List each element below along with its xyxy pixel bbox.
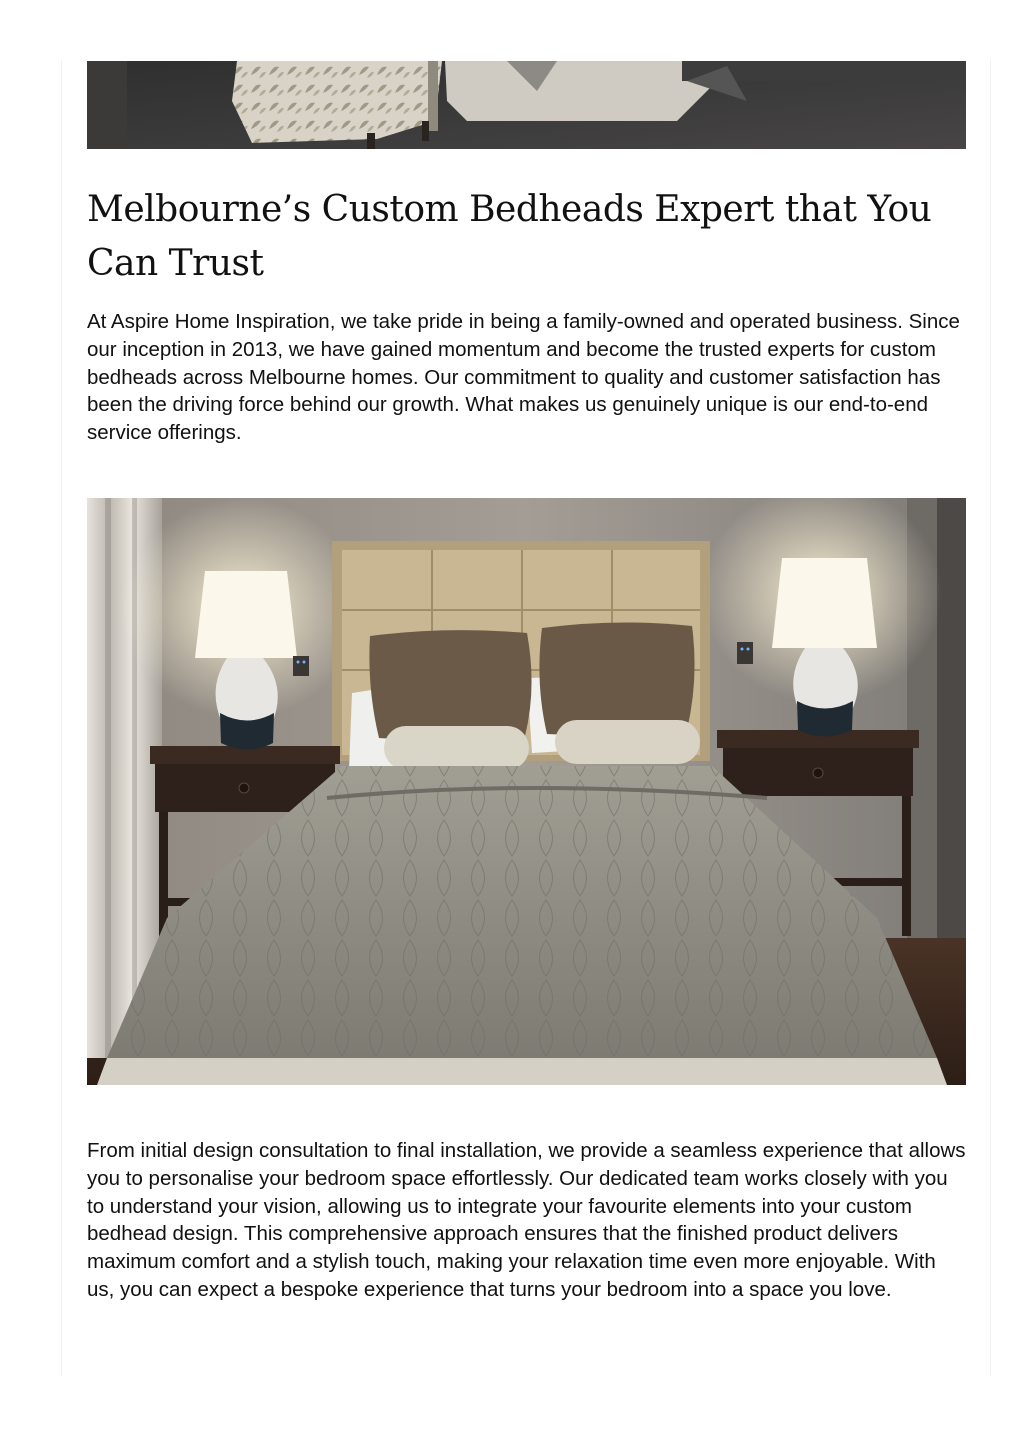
bedroom-photo	[87, 498, 966, 1085]
top-bedroom-photo	[87, 61, 966, 149]
page-title: Melbourne’s Custom Bedheads Expert that You Can Trust	[87, 189, 932, 284]
body-paragraph: From initial design consultation to final installation, we provide a seamless experience that allows you to personalise your bedroom space effortlessly. Our dedicated team works closely with you to understand your vision, allowing us to integrate your favourite elements into your custom bedhead design. This comprehensive approach ensures that the finished product delivers maximum comfort and a stylish touch, making your relaxation time even more enjoyable. With us, you can expect a bespoke experience that turns your bedroom into a space you love.	[87, 1139, 966, 1301]
intro-paragraph: At Aspire Home Inspiration, we take pride in being a family-owned and operated business. Since our inception in 2013, we have gained momentum and become the trusted experts for custom bedheads across Melbourne homes. Our commitment to quality and customer satisfaction has been the driving force behind our growth. What makes us genuinely unique is our end-to-end service offerings.	[87, 310, 960, 445]
